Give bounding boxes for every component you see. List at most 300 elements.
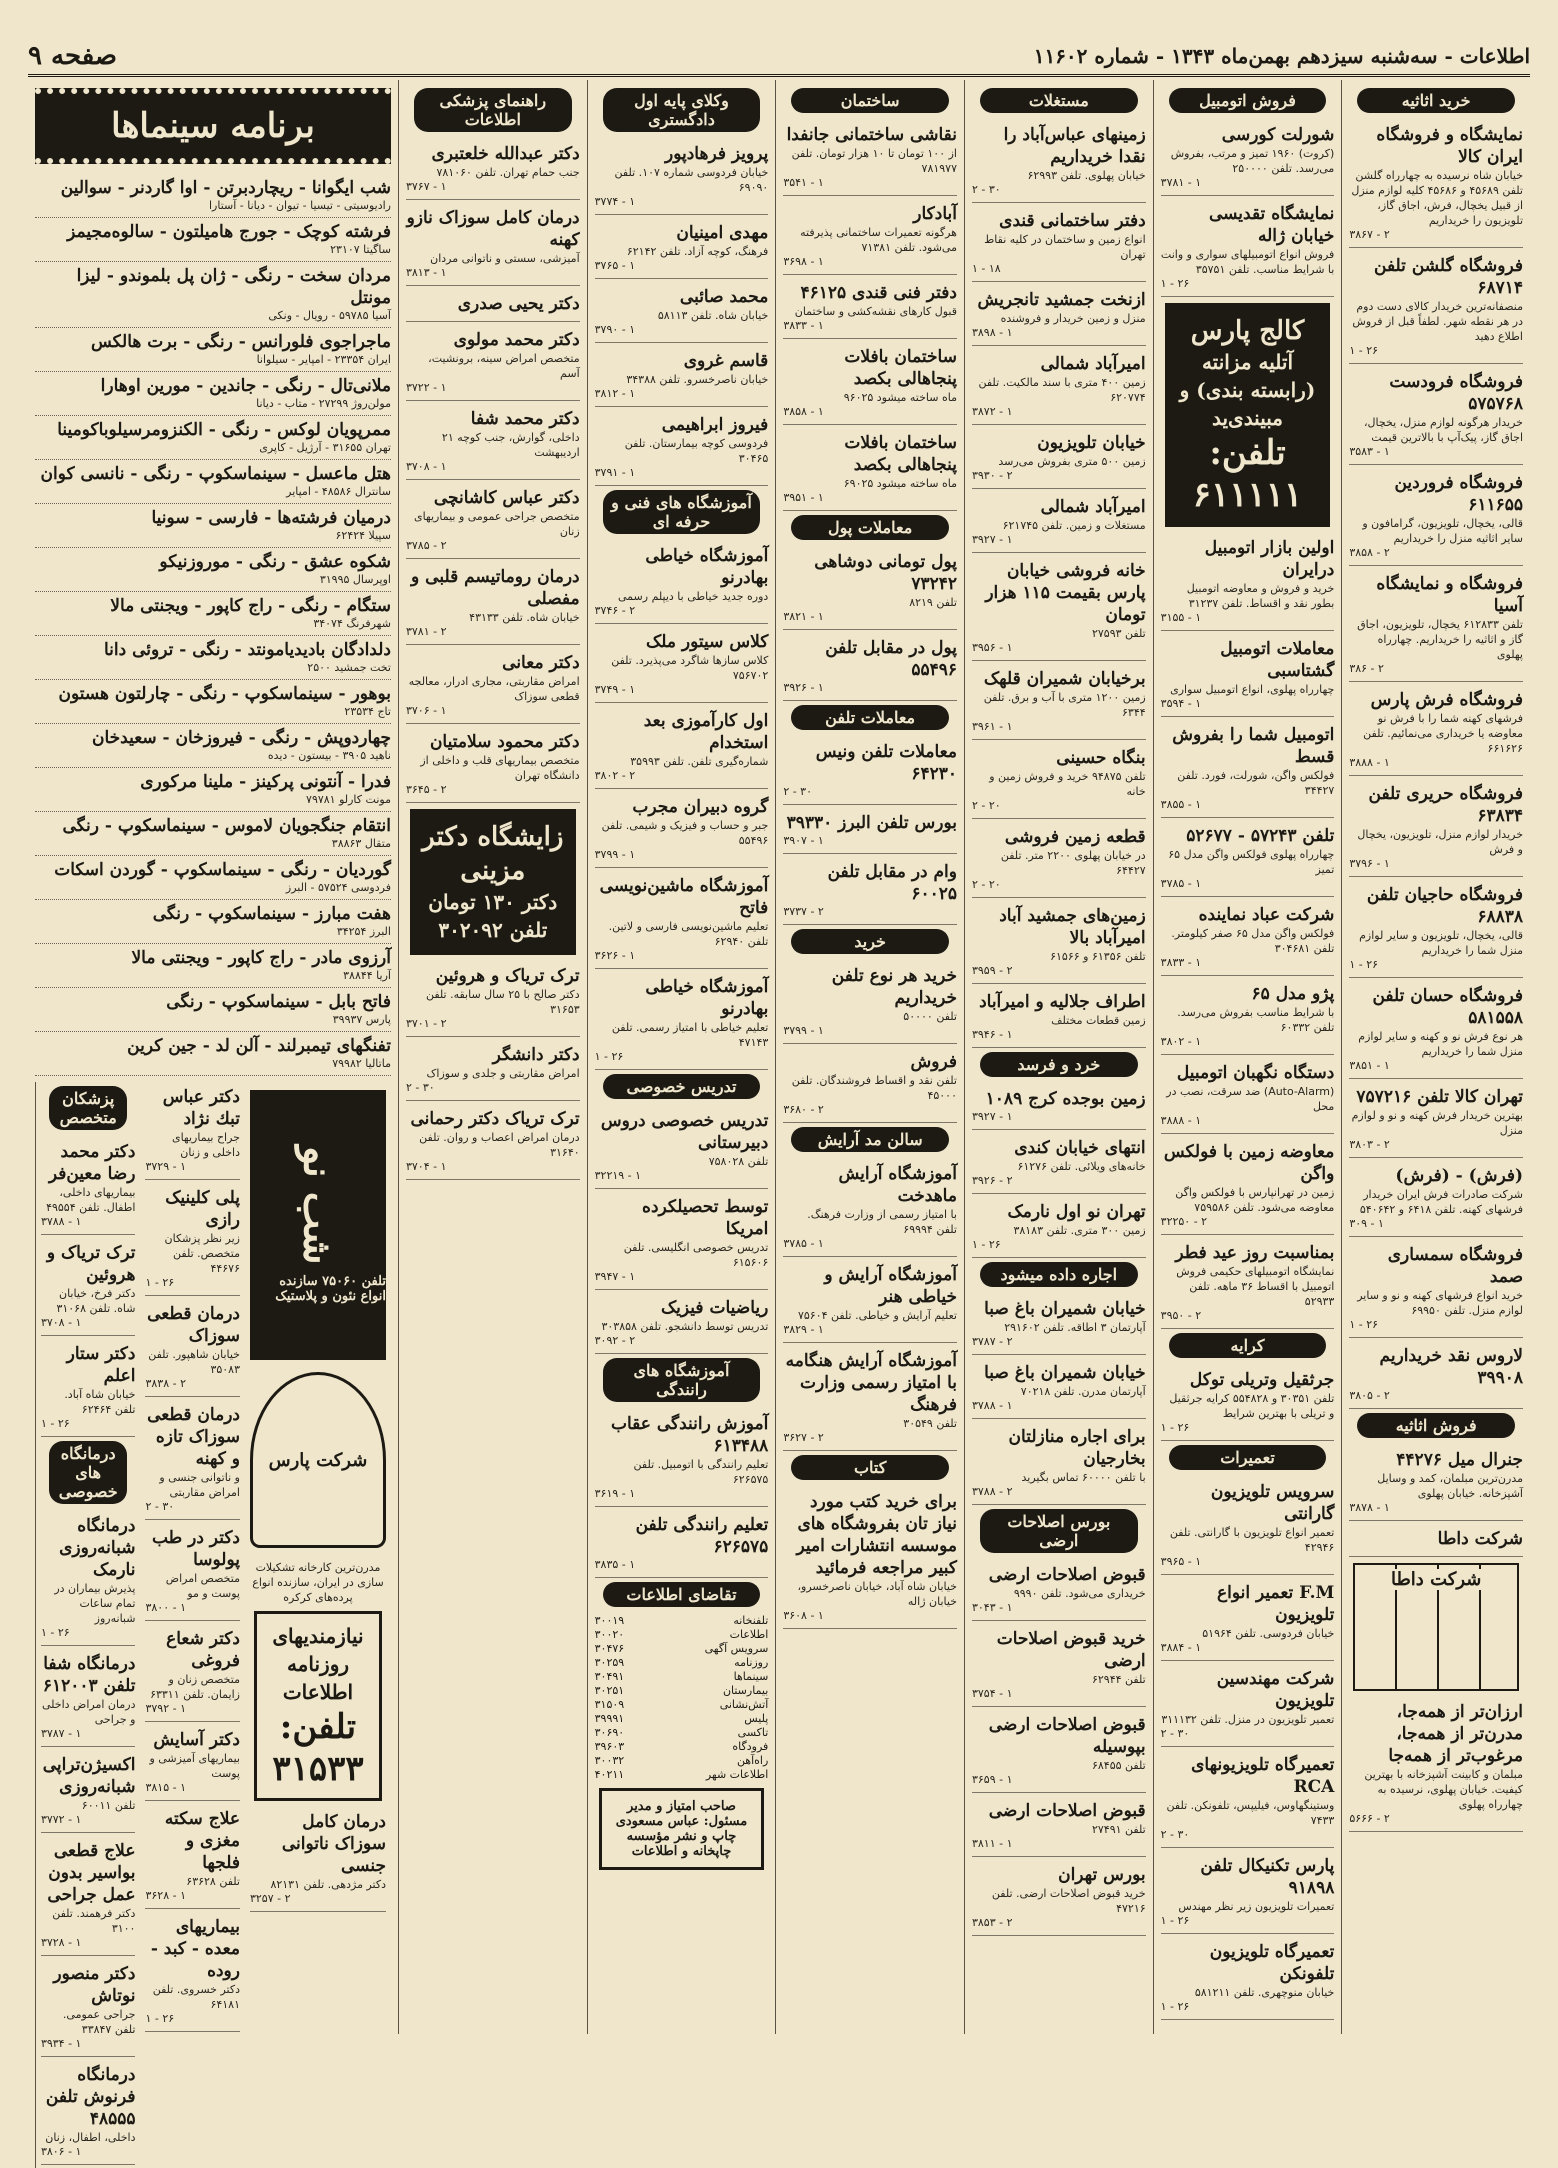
ad-list — [1349, 1697, 1523, 1832]
category-header: کتاب — [791, 1455, 949, 1480]
ad-body: بهترین خریدار فرش کهنه و نو و لوازم منزل — [1351, 1109, 1523, 1137]
category-header: مستغلات — [980, 88, 1138, 113]
ad-body: مستغلات و زمین. تلفن ۶۲۱۷۴۵ — [1002, 519, 1146, 532]
ad-body: تعلیم خیاطی با امتیاز رسمی. تلفن ۴۷۱۴۳ — [611, 1021, 769, 1049]
category-header: راهنمای پزشکی اطلاعات — [414, 88, 572, 132]
ad — [595, 1192, 769, 1290]
category-header: بورس اصلاحات ارضی — [980, 1509, 1138, 1553]
ad-code: ۳۹۲۷ - ۱ — [971, 1110, 1013, 1123]
ad — [1161, 1664, 1335, 1747]
ad-code: ۳۸۲۹ - ۱ — [783, 1323, 824, 1336]
ad-body: خیابان شاه نرسیده به چهارراه گلشن تلفن ۴۵۶۸۹ و ۴۵۶۸۶ کلیه لوازم منزل از قبیل یخچال، فرش، اجاق گاز، تلویزیون را خریداریم — [1351, 169, 1523, 227]
ad-body: شرکت صادرات فرش ایران خریدار فرشهای کهنه. تلفن ۶۴۱۸ و ۵۴۰۶۴۲ — [1359, 1188, 1523, 1216]
subcolumn-doctors — [35, 1082, 141, 2168]
emblem-caption: مدرن‌ترین کارخانه تشکیلات سازی در ایران، سازنده انواع پرده‌های کرکره — [252, 1561, 384, 1604]
ad — [1161, 1058, 1335, 1134]
cinema-names: رادیوسیتی - تیسیا - تیوان - دیانا - آستارا — [208, 199, 391, 212]
ad — [41, 1339, 136, 1437]
cinema-listing — [35, 1032, 391, 1076]
kitchen-cabinet-illustration: شرکت داطا — [1353, 1563, 1519, 1691]
cinema-names: متقال ۳۸۸۶۳ — [331, 837, 391, 850]
ad — [783, 633, 957, 701]
ad — [406, 203, 580, 286]
ad-title: تدریس خصوصی دروس دبیرستانی — [600, 1111, 769, 1153]
ad-title: آموزشگاه آرایش هنگامه با امتیاز رسمی وزارت فرهنگ — [785, 1351, 957, 1415]
ad-code: ۳۹۵۰ - ۲ — [1160, 1309, 1202, 1322]
phone-number: ۴۰۲۱۱ — [594, 1768, 625, 1781]
ad — [41, 1750, 136, 1833]
ad-title: کلاس سیتور ملک — [646, 632, 769, 652]
ad-code: ۳۹۲۶ - ۱ — [783, 681, 824, 694]
ad-body: با امتیاز رسمی از وزارت فرهنگ. تلفن ۶۹۹۹۴ — [807, 1208, 957, 1236]
ad-body: زمین در تهرانپارس با فولکس واگن معاوضه می‌شود. تلفن ۷۵۹۵۸۶ — [1175, 1186, 1335, 1214]
college-box-ad: کالج پارس آتلیه مزانته (رابسته بندی) و مبیندی‌ید تلفن: ۶۱۱۱۱۱ — [1165, 303, 1331, 527]
ad — [972, 1796, 1146, 1857]
ad-code: ۳۹۶۱ - ۱ — [971, 720, 1013, 733]
category-header: پزشکان متخصص — [49, 1086, 128, 1130]
ad-code: ۳۸۹۸ - ۱ — [971, 326, 1013, 339]
ad-code: ۳۸۳۳ - ۱ — [1160, 956, 1202, 969]
cinema-listing — [35, 504, 391, 548]
column-furniture — [1341, 80, 1530, 2034]
ad-code: ۳۸۵۵ - ۱ — [1160, 798, 1202, 811]
ad-title: لاروس نقد خریداریم ۳۹۹۰۸ — [1379, 1346, 1523, 1388]
subcolumn-display-ads — [245, 1082, 391, 2168]
category-header: فروش اتومبیل — [1169, 88, 1327, 113]
ad-code: ۳۷۹۰ - ۱ — [594, 323, 636, 336]
ad-title: آموزشگاه خیاطی بهادرنو — [645, 977, 769, 1019]
ad-code: ۳۷۶۷ - ۱ — [405, 180, 447, 193]
ad-code: ۳۹۵۹ - ۲ — [971, 964, 1013, 977]
ad — [406, 562, 580, 645]
ad-title: ارزان‌تر از همه‌جا، مدرن‌تر از همه‌جا، مرغوب‌تر از همه‌جا — [1388, 1702, 1523, 1766]
film-title: فرشته کوچک - جورج هامیلتون - سالوه‌مجیمز — [67, 222, 391, 242]
ad-code: ۳۷۲۹ - ۱ — [145, 1160, 186, 1173]
cinema-names: ایران ۲۳۳۵۴ - امپایر - سیلوانا — [256, 353, 391, 366]
ad-title: آموزشگاه ماشین‌نویسی فاتح — [599, 876, 769, 918]
ad-list — [406, 139, 580, 803]
ad — [972, 743, 1146, 819]
ad-body: با تلفن ۶۰۰۰۰ تماس بگیرید — [1021, 1471, 1146, 1484]
ad-title: بنگاه حسینی — [1056, 748, 1146, 768]
ad-title: اولین بازار اتومبیل درایران — [1204, 538, 1335, 580]
ad-body: پذیرش بیماران در تمام ساعات شبانه‌روز — [54, 1582, 136, 1625]
ad — [972, 1422, 1146, 1505]
ad-body: فروش انواع اتومبیلهای سواری و وانت با شرایط مناسب. تلفن ۳۵۷۵۱ — [1160, 248, 1335, 276]
ad-title: ساختمان بافلات پنجاهالی بکصد — [844, 433, 957, 475]
ad-title: پژو مدل ۶۵ — [1251, 984, 1335, 1004]
ad-body: نمایشگاه اتومبیلهای حکیمی فروش اتومبیل با اقساط ۳۶ ماهه. تلفن ۵۲۹۳۳ — [1176, 1265, 1335, 1308]
phone-row — [595, 1628, 769, 1642]
ad-title: برخیابان شمیران قلهک — [983, 669, 1146, 689]
ad-list — [783, 1159, 957, 1451]
cinema-listing — [35, 856, 391, 900]
ad — [1161, 634, 1335, 717]
ad-title: دکتر یحیی صدری — [457, 294, 580, 314]
ad-title: F.M تعمیر انواع تلویزیون — [1217, 1583, 1335, 1625]
ad — [406, 325, 580, 401]
ad-title: اکسیژن‌تراپی شبانه‌روزی — [42, 1755, 136, 1797]
ad — [595, 792, 769, 868]
ad — [595, 1409, 769, 1507]
ad-title: علاج قطعی بواسیر بدون عمل جراحی — [47, 1841, 136, 1905]
ad-body: داخلی، اطفال، زنان — [45, 2131, 136, 2144]
ad-title: قطعه زمین فروشی — [1004, 827, 1146, 847]
phone-directory — [595, 1614, 769, 1782]
ad — [145, 1523, 240, 1621]
ad — [145, 1725, 240, 1801]
ad-body: دکتر خسروی. تلفن ۶۴۱۸۱ — [152, 1983, 240, 2011]
ad-body: تعمیرات تلویزیون زیر نظر مهندس — [1178, 1900, 1335, 1913]
phone-number: ۳۰۰۱۹ — [594, 1614, 625, 1627]
ad — [972, 556, 1146, 661]
ad-list — [595, 541, 769, 1070]
ad-list — [145, 1082, 240, 2032]
ad — [595, 139, 769, 215]
ad-list — [783, 120, 957, 511]
ad-title: جرثقیل وتریلی توکل — [1189, 1370, 1335, 1390]
ad-list — [406, 961, 580, 1180]
category-header: کرایه — [1169, 1333, 1327, 1358]
ad-code: ۱ - ۲۶ — [1160, 2000, 1190, 2013]
ad — [41, 1959, 136, 2057]
ad-code: ۳۸۱۳ - ۱ — [405, 266, 447, 279]
ad — [972, 1624, 1146, 1707]
phone-row — [595, 1684, 769, 1698]
ad-body: آپارتمان مدرن. تلفن ۷۰۲۱۸ — [1020, 1385, 1146, 1398]
ad — [595, 871, 769, 969]
phone-number: ۳۰۴۹۱ — [594, 1670, 625, 1683]
phone-row — [595, 1768, 769, 1782]
ad-code: ۲ - ۳۰ — [783, 785, 812, 798]
phone-row — [595, 1670, 769, 1684]
ad-body: (Auto-Alarm) ضد سرقت، نصب در محل — [1166, 1085, 1335, 1113]
ad-title: تلفن ۵۷۲۴۳ - ۵۲۶۷۷ — [1186, 826, 1335, 846]
ad-code: ۱ - ۲۶ — [1349, 344, 1379, 357]
film-title: ملانی‌تال - رنگی - جاندین - مورین اوهارا — [100, 376, 391, 396]
ad-title: خیابان تلویزیون — [1037, 433, 1146, 453]
cinema-names: سپیلا ۶۲۴۲۴ — [335, 529, 391, 542]
ad — [1161, 979, 1335, 1055]
ad-title: جنرال میل ۴۴۲۷۶ — [1396, 1450, 1523, 1470]
ad-body: فردوسی کوچه بیمارستان. تلفن ۳۰۴۶۵ — [624, 437, 769, 465]
ad — [595, 627, 769, 703]
ad — [406, 1040, 580, 1101]
ad — [595, 282, 769, 343]
ad — [145, 1183, 240, 1296]
cinema-listing — [35, 262, 391, 328]
ad-code: ۳۸۸۴ - ۱ — [1160, 1641, 1202, 1654]
film-title: مردان سخت - رنگی - ژان پل بلموندو - لیزا مونتل — [76, 266, 391, 308]
ad-body: ماه ساخته میشود ۹۶۰۲۵ — [843, 391, 957, 404]
ad-body: خیابان فردوسی. تلفن ۵۱۹۶۴ — [1202, 1627, 1335, 1640]
ad — [972, 901, 1146, 984]
ad — [1161, 1851, 1335, 1934]
ad-code: ۱ - ۲۶ — [40, 1626, 70, 1639]
ad-title: آموزش رانندگی عقاب ۶۱۳۴۸۸ — [610, 1414, 769, 1456]
ad-body: خیابان شاه. تلفن ۵۸۱۱۳ — [657, 309, 769, 322]
ad-body: تلفن ۶۱۳۵۶ و ۶۱۵۶۶ — [1050, 950, 1146, 963]
ad-title: خرید هر نوع تلفن خریداریم — [831, 966, 957, 1008]
ad — [972, 492, 1146, 553]
phone-row — [595, 1740, 769, 1754]
ad — [783, 278, 957, 339]
ad-code: ۳۸۱۱ - ۱ — [971, 1837, 1013, 1850]
ad-code: ۳۸۶ - ۲ — [1349, 662, 1384, 675]
ad — [1161, 1937, 1335, 2020]
cinema-names: تاج ۲۳۵۳۴ — [344, 705, 391, 718]
ad-body: زمین ۱۲۰۰ متری با آب و برق. تلفن ۶۳۴۴ — [983, 691, 1146, 719]
ad — [972, 1133, 1146, 1194]
ad-code: ۱ - ۲۶ — [971, 1238, 1001, 1251]
ad-title: ازنخت جمشید تانجریش — [977, 290, 1146, 310]
ad-code: ۳۹۲۷ - ۱ — [971, 533, 1013, 546]
neon-ad: شب نو تلفن ۷۵۰۶۰ سازنده انواع نئون و پلاستیک — [250, 1090, 386, 1360]
phone-number: ۳۰۰۲۰ — [594, 1628, 625, 1641]
film-title: گوردیان - رنگی - سینماسکوپ - گوردن اسکات — [54, 860, 391, 880]
ad — [1161, 199, 1335, 297]
film-title: شکوه عشق - رنگی - موروزنیکو — [159, 552, 391, 572]
ad-body: فرشهای کهنه شما را با فرش نو معاوضه یا خریداری می‌نمائیم. تلفن ۶۶۱۶۲۶ — [1363, 712, 1523, 755]
ad-body: تلفن ۹۴۸۷۵ خرید و فروش زمین و خانه — [989, 770, 1146, 798]
ad-body: بیماریهای داخلی، اطفال. تلفن ۴۹۵۵۴ — [46, 1186, 136, 1214]
ad — [783, 857, 957, 925]
ad — [1349, 1082, 1523, 1158]
film-title: درمیان فرشته‌ها - فارسی - سونیا — [151, 508, 391, 528]
category-header: خرید — [791, 929, 949, 954]
phone-number: ۳۰۲۵۱ — [594, 1684, 625, 1697]
category-header: خرید اثاثیه — [1357, 88, 1515, 113]
ad: درمان کامل سوزاک ناتوانی جنسی دکتر مژدهی. تلفن ۸۲۱۳۱ ۳۲۵۷ - ۲ — [250, 1807, 386, 1912]
ad-list — [972, 1560, 1146, 1936]
column-real-estate — [964, 80, 1153, 2034]
ad-code: ۳۸۰۲ - ۲ — [594, 769, 636, 782]
phone-label: پلیس — [744, 1712, 769, 1725]
ad-body: وستینگهاوس، فیلیپس، تلفونکن. تلفن ۷۴۳۳ — [1166, 1799, 1335, 1827]
ad-title: قاسم غروی — [683, 351, 769, 371]
ad-body: خریدار هرگونه لوازم منزل، یخچال، اجاق گاز، پیک‌آپ با بالاترین قیمت — [1363, 416, 1523, 444]
ad-title: پرویز فرهادپور — [665, 144, 769, 164]
ad-body: قبول کارهای نقشه‌کشی و ساختمان — [794, 305, 957, 318]
ad-body: (کروت) ۱۹۶۰ تمیز و مرتب، بفروش می‌رسد. تلفن ۲۵۰۰۰۰ — [1170, 147, 1335, 175]
cinema-names: البرز ۳۴۲۵۴ — [336, 925, 391, 938]
ad — [972, 1197, 1146, 1258]
ad-body: خیابان شاه آباد. تلفن ۶۲۴۶۴ — [64, 1388, 136, 1416]
ad-body: فولکس واگن، شورلت، فورد. تلفن ۳۴۴۲۷ — [1177, 769, 1335, 797]
ad — [406, 483, 580, 559]
ad — [783, 1487, 957, 1629]
ad-title: فروشگاه گلشن تلفن ۶۸۷۱۴ — [1374, 256, 1523, 298]
ad — [972, 664, 1146, 740]
ad-body: آپارتمان ۳ اطاقه. تلفن ۲۹۱۶۰۲ — [1004, 1321, 1146, 1334]
ad-body: خرید و فروش و معاوضه اتومبیل بطور نقد و اقساط. تلفن ۳۱۲۳۷ — [1186, 582, 1335, 610]
ad-body: دکتر فرهمند. تلفن ۳۱۰۰ — [52, 1907, 136, 1935]
ad-title: پول تومانی دوشاهی ۷۳۲۴۲ — [814, 552, 957, 594]
ad — [145, 1912, 240, 2032]
classifieds-phone-box: نیازمندیهای روزنامه اطلاعات تلفن: ۳۱۵۳۳ — [254, 1611, 382, 1801]
category-header: فروش اثاثیه — [1357, 1413, 1515, 1438]
ad-title: امیرآباد شمالی — [1040, 354, 1146, 374]
ad-code: ۳۷۴۶ - ۲ — [594, 604, 636, 617]
ad-title: خیابان شمیران باغ صبا — [984, 1299, 1146, 1319]
ad — [972, 349, 1146, 425]
ad-list — [41, 1137, 136, 1437]
ad-body: تلفن ۵۰۰۰۰ — [903, 1010, 957, 1023]
ad-title: ترک تریاک و هروئین — [46, 1243, 136, 1285]
ad-title: دستگاه نگهبان اتومبیل — [1176, 1063, 1335, 1083]
cinema-listing — [35, 592, 391, 636]
ad-title: دکتر ستار اعلم — [66, 1344, 136, 1386]
ad — [1349, 120, 1523, 248]
ad — [1161, 533, 1335, 631]
ad — [783, 808, 957, 854]
phone-label: آتش‌نشانی — [719, 1698, 769, 1711]
ad — [1349, 251, 1523, 364]
ad-title: دکتر عباس تبك نژاد — [162, 1087, 240, 1129]
ad-title: دکتر عباس کاشانچی — [433, 488, 580, 508]
ad-title: دفتر ساختمانی قندی — [999, 211, 1146, 231]
ad-title: دکتر در طب پولوسا — [151, 1528, 240, 1570]
ad-body: چهارراه پهلوی فولکس واگن مدل ۶۵ تمیز — [1168, 848, 1335, 876]
category-header: درمانگاه های خصوصی — [49, 1441, 128, 1504]
ad-list — [1349, 1445, 1523, 1557]
cinema-listing — [35, 944, 391, 988]
ad-title: آموزشگاه آرایش و خیاطی هنر — [824, 1265, 957, 1307]
cinema-names: مولن‌روژ ۲۷۲۹۹ - متاب - دیانا — [256, 397, 391, 410]
ad — [1161, 900, 1335, 976]
ad-title: تهران کالا تلفن ۷۵۷۲۱۶ — [1356, 1087, 1523, 1107]
ad-body: تدریس توسط دانشجو. تلفن ۳۰۳۸۵۸ — [601, 1320, 769, 1333]
ad-title: پلی کلینیک رازی — [165, 1188, 240, 1230]
cinema-listing — [35, 174, 391, 218]
ad-title: وام در مقابل تلفن ۶۰۰۲۵ — [827, 862, 957, 904]
cinema-names: سانترال ۴۸۵۸۶ - امپایر — [286, 485, 391, 498]
ad-title: زمینهای عباس‌آباد را نقدا خریداریم — [1003, 125, 1146, 167]
film-title: تفنگهای تیمبرلند - آلن لد - جین کرین — [127, 1036, 391, 1056]
ad-body: تلفن ۳۰۵۴۹ — [903, 1417, 957, 1430]
ad-title: برای خرید کتب مورد نیاز تان بفروشگاه های موسسه انتشارات امیر کبیر مراجعه فرمائید — [796, 1492, 957, 1578]
ad-title: درمانگاه شبانه‌روزی نارمک — [59, 1516, 136, 1580]
ad-code: ۲ - ۲۰ — [971, 878, 1001, 891]
ad-title: فروشگاه حاجیان تلفن ۶۸۸۳۸ — [1366, 885, 1523, 927]
ad — [595, 541, 769, 624]
ad — [595, 706, 769, 789]
cinema-listing — [35, 372, 391, 416]
ad — [406, 139, 580, 200]
phone-number: ۳۰۲۵۹ — [594, 1656, 625, 1669]
ad-body: خریدار لوازم منزل، تلویزیون، یخچال و فرش — [1357, 828, 1523, 856]
ad-title: قبوض اصلاحات ارضی بپوسیله — [988, 1715, 1146, 1757]
ad — [972, 1710, 1146, 1793]
ad-code: ۳۶۲۸ - ۱ — [145, 1889, 186, 1902]
ad-code: ۳۸۸۸ - ۱ — [1160, 1114, 1202, 1127]
ad-code: ۱ - ۲۶ — [1160, 1421, 1190, 1434]
ad-code: ۳۸۸۸ - ۱ — [1349, 756, 1390, 769]
ad-body: هرگونه تعمیرات ساختمانی پذیرفته می‌شود. تلفن ۷۱۳۸۱ — [800, 226, 957, 254]
ad — [972, 285, 1146, 346]
ad-title: نقاشی ساختمانی جانفدا — [786, 125, 957, 145]
ad-title: فروشگاه و نمایشگاه آسیا — [1376, 574, 1523, 616]
film-title: فدرا - آنتونی پرکینز - ملینا مرکوری — [140, 772, 391, 792]
ad-title: درمانگاه شفا تلفن ۶۱۲۰۰۳ — [42, 1654, 136, 1696]
cinema-listing — [35, 768, 391, 812]
ad-list — [41, 1511, 136, 2165]
ad-code: ۳۷۲۸ - ۱ — [40, 1936, 82, 1949]
ad-title: اول کارآموزی بعد استخدام — [643, 711, 769, 753]
ad — [783, 1047, 957, 1123]
maternity-box-ad: زایشگاه دکتر مزینی دکتر ۱۳۰ تومان تلفن ۳۰۲۰۹۲ — [410, 809, 576, 955]
ad-code: ۳۲۲۱۹ - ۱ — [594, 1169, 642, 1182]
ad-code: ۳۹۲۶ - ۲ — [971, 1174, 1013, 1187]
ad-title: درمان روماتیسم قلبی و مفصلی — [411, 567, 580, 609]
ad-title: درمان قطعی سوزاک تازه و کهنه — [147, 1405, 240, 1469]
ad-body: تعلیم ماشین‌نویسی فارسی و لاتین. تلفن ۶۲۹۴۰ — [608, 920, 769, 948]
cinema-names: ماتالیا ۷۹۹۸۲ — [332, 1057, 391, 1070]
ad — [595, 1106, 769, 1189]
ad-body: چهارراه پهلوی، انواع اتومبیل سواری — [1170, 683, 1335, 696]
ad-list — [972, 1294, 1146, 1505]
ad-code: ۳۷۸۸ - ۱ — [971, 1399, 1013, 1412]
phone-label: اطلاعات شهر — [705, 1768, 769, 1781]
ad-body: شماره‌گیری تلفن. تلفن ۳۵۹۹۳ — [630, 755, 769, 768]
ad-code: ۳۷۹۹ - ۱ — [783, 1024, 824, 1037]
category-header: تعمیرات — [1169, 1445, 1327, 1470]
ad-body: تلفن ۷۵۸۰۲۸ — [708, 1155, 769, 1168]
ad-title: نمایشگاه و فروشگاه ایران کالا — [1376, 125, 1523, 167]
ad — [1349, 1161, 1523, 1237]
ad-title: دفتر فنی قندی ۴۶۱۲۵ — [800, 283, 957, 303]
film-title: دلدادگان بادیدیامونتد - رنگی - تروئی دانا — [103, 640, 391, 660]
ad-body: هر نوع فرش نو و کهنه و سایر لوازم منزل شما را خریداریم — [1358, 1030, 1523, 1058]
ad-body: جنب حمام تهران. تلفن ۷۸۱۰۶۰ — [436, 166, 580, 179]
film-title: بوهور - سینماسکوپ - رنگی - چارلتون هستون — [58, 684, 391, 704]
ad-title: فروشگاه فرش پارس — [1370, 690, 1523, 710]
column-medical — [398, 80, 587, 2034]
ad-code: ۳۷۰۱ - ۲ — [405, 1017, 447, 1030]
ad-code: ۲ - ۳۰ — [1160, 1727, 1190, 1740]
ad-body: درمان امراض اعصاب و روان. تلفن ۳۱۶۴۰ — [419, 1131, 580, 1159]
ad-body: زیر نظر پزشکان متخصص. تلفن ۴۴۶۷۶ — [164, 1232, 240, 1275]
category-header: سالن مد آرایش — [791, 1127, 949, 1152]
ad-title: دکتر معانی — [502, 653, 580, 673]
ad-title: گروه دبیران مجرب — [632, 797, 769, 817]
phone-label: بیمارستان — [722, 1684, 769, 1697]
ad-body: امراض مقاربتی، مجاری ادرار، معالجه قطعی سوزاک — [408, 675, 580, 703]
ad-title: دکتر محمد شفا — [470, 409, 580, 429]
ad-list — [1161, 1477, 1335, 2020]
ad — [1161, 720, 1335, 818]
phone-row — [595, 1726, 769, 1740]
ad-title: بورس تلفن البرز ۳۹۳۳۰ — [786, 813, 957, 833]
ad-body: تلفن ۳۰۳۵۱ و ۵۵۴۸۲۸ کرایه جرثقیل و تریلی با بهترین شرایط — [1169, 1392, 1335, 1420]
ad — [595, 1293, 769, 1354]
ad-list — [783, 547, 957, 701]
ad-body: دکتر صالح با ۲۵ سال سابقه. تلفن ۳۱۶۵۳ — [425, 988, 580, 1016]
ad-body: خیابان منوچهری. تلفن ۵۸۱۲۱۱ — [1194, 1986, 1335, 1999]
phone-row — [595, 1712, 769, 1726]
ad — [595, 218, 769, 279]
ad-title: معاملات اتومبیل گشتاسبی — [1220, 639, 1335, 681]
ad-code: ۳۸۰۲ - ۱ — [1160, 1035, 1202, 1048]
ad — [972, 1084, 1146, 1130]
ad-code: ۳۷۸۸ - ۱ — [40, 1215, 82, 1228]
film-title: ماجراجوی فلورانس - رنگی - برت هالکس — [90, 332, 391, 352]
ad-title: فروشگاه حریری تلفن ۶۳۸۳۴ — [1368, 784, 1523, 826]
ad-list — [1161, 1365, 1335, 1441]
ad-title: زمین‌های جمشید آباد امیرآباد بالا — [999, 906, 1146, 948]
ad-list — [783, 1487, 957, 1629]
ad-title: (فرش) - (فرش) — [1395, 1166, 1523, 1186]
